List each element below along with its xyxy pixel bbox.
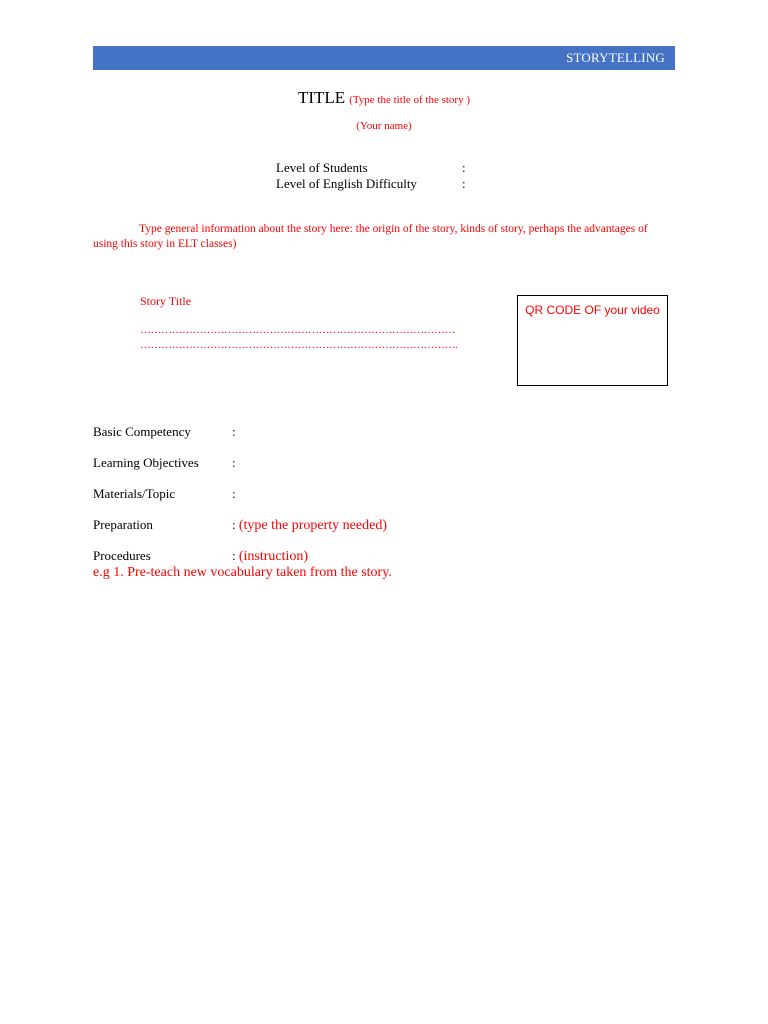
field-label: Preparation	[93, 517, 153, 532]
field-preparation	[93, 517, 387, 534]
author-hint: (Your name)	[356, 120, 412, 132]
field-value: (instruction)	[238, 549, 309, 564]
story-dots-line-1: ………………………………………………………………………………	[140, 324, 455, 336]
field-separator: :	[232, 424, 236, 439]
level-students-row	[276, 160, 466, 176]
header-label: STORYTELLING	[566, 50, 665, 65]
story-dots-line-2: ……………………………………………………………………………….	[140, 339, 458, 351]
field-label: Learning Objectives	[93, 455, 199, 470]
field-label: Materials/Topic	[93, 486, 176, 501]
qr-code-text: QR CODE OF your video	[525, 303, 660, 317]
level-difficulty-label: Level of English Difficulty	[276, 176, 417, 191]
procedure-example: e.g 1. Pre-teach new vocabulary taken from the story.	[93, 565, 392, 580]
qr-code-box	[517, 295, 668, 386]
title-word: TITLE	[297, 88, 346, 107]
level-students-label: Level of Students	[276, 160, 368, 175]
field-separator: :	[232, 548, 236, 563]
field-materials-topic	[93, 486, 236, 502]
story-title: Story Title	[140, 294, 192, 308]
field-label: Procedures	[93, 548, 151, 563]
title-hint: (Type the title of the story )	[349, 94, 470, 106]
intro-paragraph: Type general information about the story here: the origin of the story, kinds of story, perhaps the advantages of using this story in ELT classes)	[93, 223, 648, 250]
field-learning-objectives	[93, 455, 236, 471]
field-label: Basic Competency	[93, 424, 191, 439]
field-basic-competency	[93, 424, 236, 440]
level-difficulty-separator: :	[462, 176, 466, 191]
field-separator: :	[232, 486, 236, 501]
field-separator: :	[232, 517, 236, 532]
field-value: (type the property needed)	[238, 518, 387, 533]
title-line	[0, 88, 768, 108]
field-procedures	[93, 548, 308, 565]
level-students-separator: :	[462, 160, 466, 175]
level-difficulty-row	[276, 176, 466, 192]
field-separator: :	[232, 455, 236, 470]
header-bar	[93, 46, 675, 70]
